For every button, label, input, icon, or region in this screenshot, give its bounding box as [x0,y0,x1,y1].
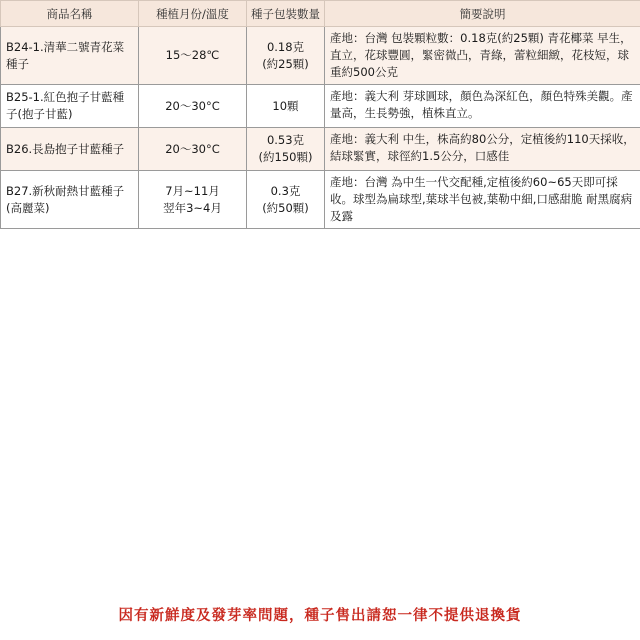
no-return-notice: 因有新鮮度及發芽率問題，種子售出請恕一律不提供退換貨 [118,608,522,624]
description-cell: 產地：台灣 包裝顆粒數：0.18克(約25顆) 青花椰菜 早生，直立，花球豐圓，緊密微凸，青綠，蕾粒細緻，花枝短，球重約500公克 [325,27,640,85]
header-description: 簡要說明 [325,1,640,27]
header-package-quantity: 種子包裝數量 [247,1,325,27]
quantity-cell: 0.18克 (約25顆) [247,27,325,85]
season-cell: 15～28℃ [139,27,247,85]
season-cell: 7月~11月 翌年3~4月 [139,171,247,229]
table-row [1,85,640,128]
table-row [1,171,640,229]
description-cell: 產地：義大利 芽球圓球，顏色為深紅色，顏色特殊美觀。產量高，生長勢強，植株直立。 [325,85,640,128]
header-planting-season: 種植月份/溫度 [139,1,247,27]
season-cell: 20～30°C [139,128,247,171]
product-name-cell: B26.長島抱子甘藍種子 [1,128,139,171]
quantity-cell: 10顆 [247,85,325,128]
header-product-name: 商品名稱 [1,1,139,27]
description-cell: 產地：台灣 為中生一代交配種,定植後約60~65天即可採收。球型為扁球型,葉球半包被,葉勒中細,口感甜脆 耐黑腐病及露 [325,171,640,229]
description-cell: 產地：義大利 中生，株高約80公分，定植後約110天採收，結球緊實，球徑約1.5公分，口感佳 [325,128,640,171]
table-row [1,128,640,171]
product-name-cell: B25-1.紅色抱子甘藍種 子(抱子甘藍) [1,85,139,128]
table-row [1,27,640,85]
quantity-cell: 0.3克 (約50顆) [247,171,325,229]
product-name-cell: B24-1.清華二號青花菜 種子 [1,27,139,85]
season-cell: 20～30°C [139,85,247,128]
seed-product-table [0,0,640,229]
table-header-row [1,1,640,27]
quantity-cell: 0.53克 (約150顆) [247,128,325,171]
product-name-cell: B27.新秋耐熱甘藍種子 (高麗菜) [1,171,139,229]
